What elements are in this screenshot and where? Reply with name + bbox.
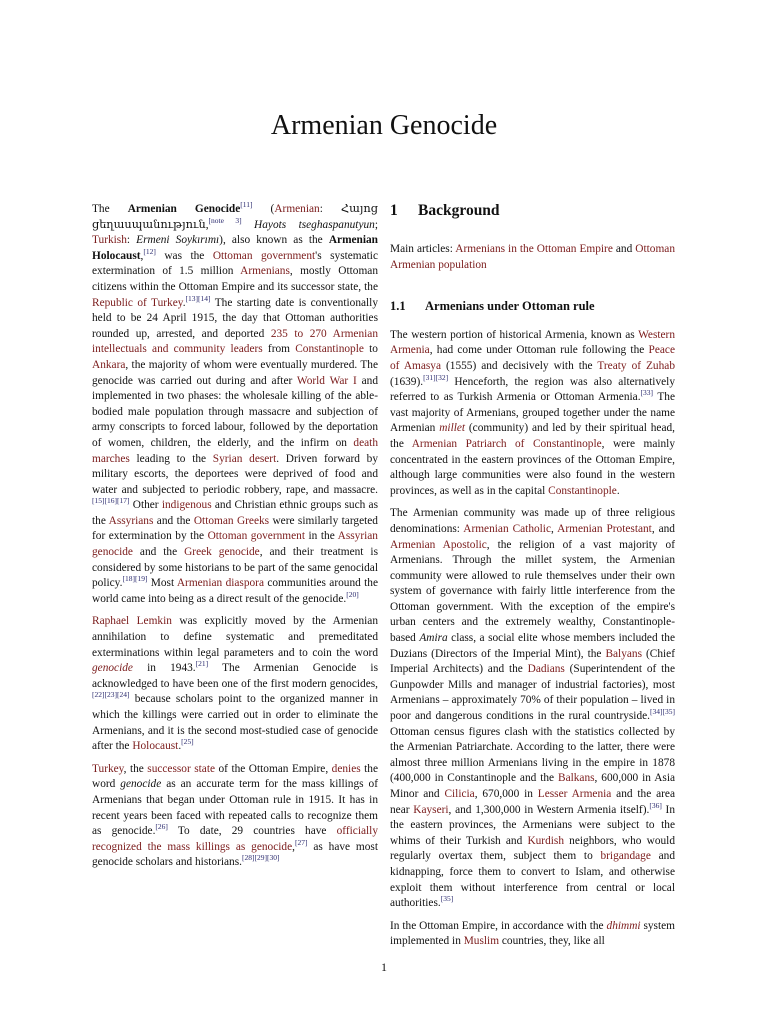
text: and Christian ethnic groups such as the bbox=[92, 499, 378, 527]
text: leading to the bbox=[129, 452, 213, 465]
text: In the eastern provinces, the Armenians were subject to the whims of their Turkish and bbox=[390, 803, 676, 847]
lemkin-paragraph bbox=[92, 614, 378, 754]
link[interactable]: Armenian diaspora bbox=[176, 577, 264, 590]
link[interactable]: Syrian desert bbox=[212, 452, 277, 465]
link[interactable]: Turkey bbox=[92, 762, 124, 775]
text: , the religion of a vast majority of Armenians. Through the millet system, the Armenian community were allowed to rule themselves under their own system of governance with fairly little interference from the Ottoman government. With the exception of the empire's urban centers and the extremely wealthy, Constantinople-based bbox=[390, 538, 675, 645]
text: from bbox=[262, 343, 296, 356]
text: (1639). bbox=[390, 375, 424, 388]
link[interactable]: brigandage bbox=[600, 850, 651, 863]
citation[interactable]: [15][16][17] bbox=[92, 496, 130, 506]
link[interactable]: Balkans bbox=[558, 772, 595, 785]
text: were similarly targeted for extermination by the bbox=[92, 514, 378, 543]
citation[interactable]: [27] bbox=[294, 837, 308, 847]
text: , 600,000 in Asia Minor and bbox=[390, 772, 676, 800]
text: (community) and led by their spiritual head, the bbox=[390, 422, 676, 450]
intro-paragraph bbox=[92, 202, 378, 607]
text-italic: genocide bbox=[120, 778, 162, 791]
link[interactable]: Western Armenia bbox=[390, 328, 675, 357]
link[interactable]: Kurdish bbox=[527, 834, 564, 847]
link[interactable]: millet bbox=[439, 422, 466, 435]
page-number: 1 bbox=[381, 960, 387, 974]
link[interactable]: Greek genocide bbox=[184, 546, 260, 559]
text: as have most genocide scholars and historians. bbox=[92, 840, 378, 869]
section-title: Background bbox=[418, 202, 500, 219]
text: and the bbox=[132, 546, 185, 559]
text: Main articles: bbox=[390, 243, 456, 255]
citation[interactable]: [26] bbox=[155, 822, 168, 832]
text: as an accurate term for the mass killings of Armenians that began under Ottoman rule in 1915. It has in recent years been faced with repeated calls to recognize them as genocide. bbox=[92, 778, 378, 838]
text: of the Ottoman Empire, bbox=[215, 762, 332, 775]
text: , the majority of whom were eventually murdered. The genocide was carried out during and after bbox=[92, 358, 378, 387]
text: , and their treatment is considered by some historians to be part of the same genocidal policy. bbox=[92, 546, 378, 590]
link[interactable]: Ottoman government bbox=[212, 249, 316, 262]
text: In the Ottoman Empire, in accordance with the bbox=[390, 919, 607, 932]
link[interactable]: successor state bbox=[147, 762, 216, 775]
citation[interactable]: [note 3] bbox=[208, 215, 242, 225]
term-bold: Armenian Holocaust bbox=[92, 234, 378, 262]
link[interactable]: Ottoman Armenian population bbox=[390, 243, 675, 271]
link[interactable]: Constantinople bbox=[548, 484, 617, 497]
main-articles-note bbox=[390, 242, 675, 273]
text: neighbors, who would regularly overtax them, subject them to bbox=[390, 834, 675, 863]
link[interactable]: Turkish bbox=[92, 234, 127, 247]
link[interactable]: Republic of Turkey bbox=[92, 296, 183, 309]
link[interactable]: Assyrians bbox=[108, 514, 154, 527]
link[interactable]: Armenians in the Ottoman Empire bbox=[455, 243, 613, 255]
text bbox=[242, 219, 254, 231]
text: . Driven forward by military escorts, the deportees were deprived of food and water and subjected to periodic robbery, rape, and massacre. bbox=[92, 452, 379, 496]
subsection-title: Armenians under Ottoman rule bbox=[425, 299, 595, 314]
citation[interactable]: [31][32] bbox=[423, 372, 449, 382]
text: was explicitly moved by the Armenian annihilation to define systematic and premeditated exterminations within legal parameters and to coin the word bbox=[92, 615, 378, 659]
link[interactable]: Balyans bbox=[605, 647, 642, 660]
link[interactable]: Raphael Lemkin bbox=[92, 615, 172, 628]
text: ), also known as the bbox=[219, 234, 329, 247]
text: The Armenian community was made up of three religious denominations: bbox=[390, 507, 675, 535]
text: 's systematic extermination of 1.5 million bbox=[92, 249, 378, 278]
link[interactable]: genocide bbox=[92, 662, 133, 675]
text: in the bbox=[304, 530, 338, 543]
text: , bbox=[140, 249, 144, 262]
link[interactable]: indigenous bbox=[161, 499, 212, 512]
dhimmi-paragraph bbox=[390, 919, 675, 950]
text: , bbox=[292, 840, 295, 853]
link[interactable]: Dadians bbox=[527, 663, 565, 676]
link[interactable]: denies bbox=[331, 762, 361, 775]
text: in 1943. bbox=[132, 662, 196, 675]
text: the word bbox=[92, 762, 378, 791]
link[interactable]: Armenians bbox=[240, 265, 290, 278]
text: and implemented in two phases: the wholesale killing of the able-bodied male population through massacre and subjection of army conscripts to forced labour, followed by the deportation of women, children, the elderly, and the infirm on bbox=[92, 374, 378, 449]
link[interactable]: death marches bbox=[92, 436, 378, 465]
citation[interactable]: [22][23][24] bbox=[92, 690, 130, 700]
citation[interactable]: [20] bbox=[346, 590, 359, 600]
citation[interactable]: [11] bbox=[240, 200, 253, 210]
text: , and bbox=[651, 522, 675, 535]
text: (Superintendent of the Gunpowder Mills and manager of industrial factories), most Armenians – approximately 70% of their population – lived in poor and dangerous conditions in the rural countryside. bbox=[390, 663, 675, 723]
section-number: 1 bbox=[390, 202, 398, 219]
text: , the bbox=[123, 762, 148, 775]
text: Henceforth, the region was also alternatively referred to as Turkish Armenia or Ottoman Armenia. bbox=[390, 375, 675, 404]
link[interactable]: World War I bbox=[296, 374, 357, 387]
link[interactable]: Assyrian genocide bbox=[92, 530, 378, 559]
text: Most bbox=[147, 577, 177, 590]
citation[interactable]: [18][19] bbox=[122, 574, 148, 584]
text: The starting date is conventionally held to be 24 April 1915, the day that Ottoman authorities rounded up, arrested, and deported bbox=[92, 296, 378, 340]
text: The vast majority of Armenians, grouped together under the name Armenian bbox=[390, 391, 675, 435]
text: and the bbox=[153, 514, 194, 527]
text: , 670,000 in bbox=[474, 788, 538, 800]
text: Ottoman census figures clash with the statistics collected by the Armenian Patriarchate. According to the latter, there were almost three million Armenians living in the empire in 1878 (400,000 in Constantinople and the bbox=[390, 725, 675, 785]
citation[interactable]: [13][14] bbox=[185, 293, 211, 303]
text: and bbox=[612, 243, 636, 255]
text: . bbox=[182, 296, 186, 309]
text: (1555) and decisively with the bbox=[441, 359, 598, 372]
citation[interactable]: [25] bbox=[181, 737, 194, 747]
link[interactable]: Lesser Armenia bbox=[537, 788, 612, 800]
text: The bbox=[92, 203, 128, 215]
text: ; bbox=[374, 218, 378, 231]
text: To date, 29 countries have bbox=[167, 825, 337, 838]
left-column bbox=[92, 202, 378, 878]
text: system implemented in bbox=[390, 919, 675, 948]
text: and the area near bbox=[390, 788, 675, 816]
link[interactable]: Armenian Protestant bbox=[557, 522, 652, 535]
text: , bbox=[551, 522, 558, 535]
term-bold: Armenian Genocide bbox=[127, 203, 241, 215]
link[interactable]: Armenian Patriarch of Constantinople bbox=[411, 437, 602, 450]
text: class, a social elite whose members included the Duzians (Directors of the Imperial Mint), the bbox=[390, 632, 675, 660]
text-italic: Ermeni Soykırımı bbox=[136, 234, 220, 247]
right-column bbox=[390, 202, 675, 957]
text: ( bbox=[252, 203, 275, 215]
ottoman-rule-paragraph bbox=[390, 328, 675, 500]
text-italic: Amira bbox=[419, 632, 448, 645]
text: was the bbox=[155, 249, 213, 262]
text-italic: Hayots tseghaspanutyun bbox=[254, 218, 375, 231]
text: countries, they, like all bbox=[499, 935, 605, 948]
link[interactable]: Armenian bbox=[274, 203, 320, 215]
page-title: Armenian Genocide bbox=[270, 110, 498, 141]
citation[interactable]: [33] bbox=[640, 388, 654, 398]
section-heading bbox=[390, 202, 675, 220]
link[interactable]: Armenian Catholic bbox=[463, 522, 551, 535]
text: : bbox=[126, 234, 137, 247]
text: The Armenian Genocide is acknowledged to have been one of the first modern genocides, bbox=[92, 662, 378, 690]
text: , were mainly concentrated in the eastern provinces of the Ottoman Empire, although large communities were also found in the western provinces, as well as in the capital bbox=[390, 437, 675, 497]
text: . bbox=[178, 740, 182, 753]
link[interactable]: dhimmi bbox=[606, 919, 641, 932]
text: , mostly Ottoman citizens within the Ottoman Empire and its successor state, the bbox=[92, 265, 378, 293]
text: The western portion of historical Armenia, known as bbox=[390, 328, 639, 341]
link[interactable]: Cilicia bbox=[444, 788, 475, 800]
link[interactable]: Muslim bbox=[463, 935, 500, 948]
citation[interactable]: [34][35] bbox=[650, 707, 675, 717]
text: Other bbox=[129, 499, 162, 512]
link[interactable]: Peace of Amasya bbox=[390, 344, 675, 372]
citation[interactable]: [21] bbox=[195, 659, 209, 669]
citation[interactable]: [36] bbox=[649, 800, 662, 810]
text: to bbox=[363, 343, 378, 356]
text: , had come under Ottoman rule following the bbox=[429, 344, 649, 357]
link[interactable]: Ottoman Greeks bbox=[193, 514, 270, 527]
link[interactable]: officially recognized the mass killings as genocide bbox=[92, 825, 378, 853]
text: (Chief Imperial Architects) and the bbox=[390, 647, 675, 676]
text: : Հայոց ցեղասպանություն, bbox=[92, 203, 378, 231]
link[interactable]: Treaty of Zuhab bbox=[597, 359, 675, 372]
text: and kidnapping, force them to convert to Islam, and otherwise exploit them without interference from central or local authorities. bbox=[390, 850, 675, 910]
citation[interactable]: [35] bbox=[440, 894, 454, 904]
link[interactable]: Constantinople bbox=[295, 343, 364, 356]
text: communities around the world came into being as a direct result of the genocide. bbox=[92, 577, 379, 605]
citation[interactable]: [12] bbox=[143, 247, 156, 256]
text: . bbox=[616, 484, 620, 497]
link[interactable]: Ankara bbox=[92, 358, 126, 371]
link[interactable]: Kayseri bbox=[413, 803, 449, 816]
text: , and 1,300,000 in Western Armenia itself). bbox=[448, 803, 650, 816]
link[interactable]: Armenian Apostolic bbox=[390, 538, 487, 551]
subsection-number: 1.1 bbox=[390, 299, 406, 314]
link[interactable]: Ottoman government bbox=[207, 530, 305, 543]
subsection-heading bbox=[390, 299, 675, 315]
text: because scholars point to the organized manner in which the killings were carried out in order to eliminate the Armenians, and it is the second most-studied case of genocide after the bbox=[92, 693, 378, 753]
link[interactable]: 235 to 270 Armenian intellectuals and community leaders bbox=[92, 327, 378, 356]
turkey-paragraph bbox=[92, 762, 378, 871]
community-paragraph bbox=[390, 506, 675, 911]
citation[interactable]: [28][29][30] bbox=[241, 853, 280, 863]
link[interactable]: Holocaust bbox=[132, 740, 179, 753]
